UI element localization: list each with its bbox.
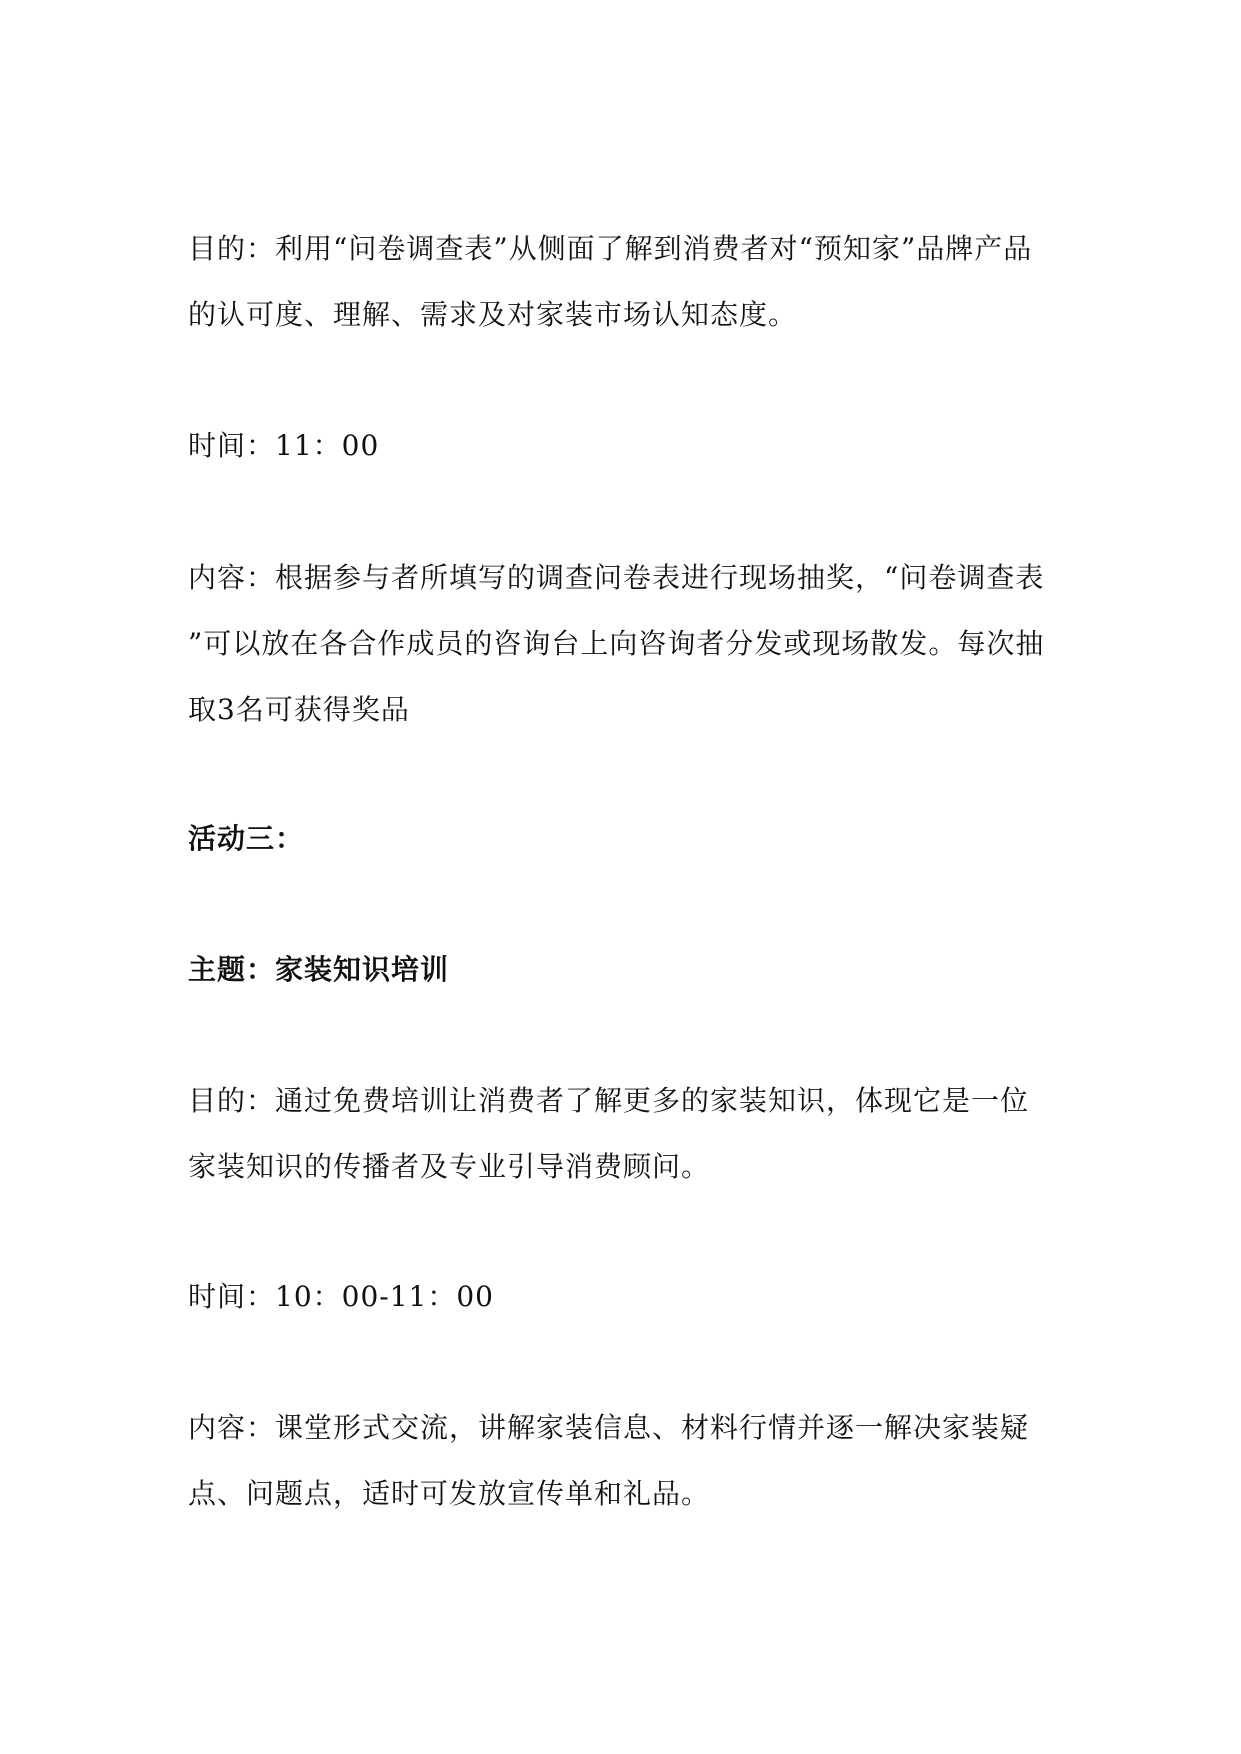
text-line: 主题：家装知识培训 [188, 953, 450, 986]
theme-heading [188, 937, 1068, 1003]
purpose-paragraph-1 [188, 216, 1068, 348]
text-line: 取3名可获得奖品 [188, 693, 410, 726]
content-paragraph-1 [188, 545, 1068, 743]
text-line: 家装知识的传播者及专业引导消费顾问。 [188, 1150, 711, 1183]
text-line: 内容：课堂形式交流，讲解家装信息、材料行情并逐一解决家装疑 [188, 1411, 1030, 1444]
text-line: 点、问题点，适时可发放宣传单和礼品。 [188, 1477, 711, 1510]
text-line: 目的：通过免费培训让消费者了解更多的家装知识，体现它是一位 [188, 1084, 1030, 1117]
text-line: 的认可度、理解、需求及对家装市场认知态度。 [188, 298, 798, 331]
text-line: 时间：11：00 [188, 429, 380, 462]
text-line: ”可以放在各合作成员的咨询台上向咨询者分发或现场散发。每次抽 [188, 627, 1045, 660]
content-paragraph-2 [188, 1395, 1068, 1527]
text-line: 时间：10：00-11：00 [188, 1280, 494, 1313]
text-line: 目的：利用“问卷调查表”从侧面了解到消费者对“预知家”品牌产品 [188, 232, 1033, 265]
time-paragraph-2 [188, 1264, 1068, 1330]
purpose-paragraph-2 [188, 1068, 1068, 1200]
text-line: 内容：根据参与者所填写的调查问卷表进行现场抽奖，“问卷调查表 [188, 561, 1045, 594]
text-line: 活动三： [188, 822, 305, 855]
activity-heading [188, 806, 1068, 872]
time-paragraph-1 [188, 413, 1068, 479]
